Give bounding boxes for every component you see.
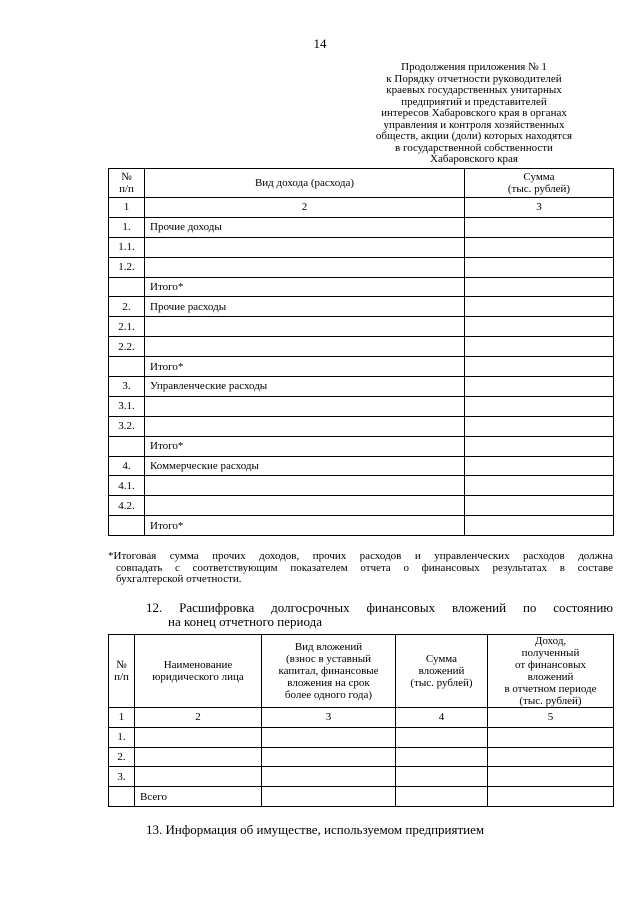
table-row xyxy=(109,436,614,456)
table-row xyxy=(109,516,614,536)
row-cell xyxy=(396,727,488,747)
row-cell xyxy=(135,767,262,787)
row-cell xyxy=(262,727,396,747)
table-row xyxy=(109,337,614,357)
row-number: 3. xyxy=(109,377,145,397)
row-amount xyxy=(465,416,614,436)
row-number xyxy=(109,277,145,297)
appendix-caption-line: в государственной собственности xyxy=(395,141,553,154)
table-row xyxy=(109,377,614,397)
row-number: 1.2. xyxy=(109,257,145,277)
row-amount xyxy=(465,237,614,257)
table-row xyxy=(109,476,614,496)
section-12-line: на конец отчетного периода xyxy=(168,614,322,629)
row-number: 2. xyxy=(109,297,145,317)
row-number xyxy=(109,787,135,807)
appendix-caption xyxy=(350,62,598,166)
footnote-line: *Итоговая сумма прочих доходов, прочих расходов и управленческих расходов должна xyxy=(108,550,613,562)
column-header: Сумма вложений (тыс. рублей) xyxy=(396,635,488,708)
row-label: Итого* xyxy=(145,516,465,536)
column-number: 1 xyxy=(109,198,145,218)
column-header: Доход, полученный от финансовых вложений в отчетном периоде (тыс. рублей) xyxy=(488,635,614,708)
row-label: Прочие расходы xyxy=(145,297,465,317)
row-amount xyxy=(465,476,614,496)
column-number: 5 xyxy=(488,708,614,728)
row-amount xyxy=(465,317,614,337)
row-number: 4.2. xyxy=(109,496,145,516)
row-amount xyxy=(465,257,614,277)
table-row xyxy=(109,767,614,787)
row-cell xyxy=(262,747,396,767)
column-number: 1 xyxy=(109,708,135,728)
row-label: Итого* xyxy=(145,357,465,377)
row-label xyxy=(145,476,465,496)
table-row xyxy=(109,257,614,277)
row-label: Коммерческие расходы xyxy=(145,456,465,476)
row-label: Итого* xyxy=(145,436,465,456)
column-header: № п/п xyxy=(109,169,145,198)
row-number: 1.1. xyxy=(109,237,145,257)
appendix-caption-line: предприятий и представителей xyxy=(401,95,547,108)
row-label: Итого* xyxy=(145,277,465,297)
column-number: 2 xyxy=(145,198,465,218)
row-cell xyxy=(488,747,614,767)
row-cell xyxy=(262,787,396,807)
table-header-row xyxy=(109,635,614,708)
income-expense-table xyxy=(108,168,614,536)
table-row xyxy=(109,297,614,317)
table-row xyxy=(109,747,614,767)
row-number: 3.2. xyxy=(109,416,145,436)
row-label xyxy=(145,396,465,416)
table-row xyxy=(109,217,614,237)
row-label xyxy=(145,416,465,436)
appendix-caption-line: интересов Хабаровского края в органах xyxy=(381,107,567,119)
row-label xyxy=(145,257,465,277)
row-cell xyxy=(262,767,396,787)
table-row xyxy=(109,396,614,416)
row-amount xyxy=(465,516,614,536)
row-number: 4. xyxy=(109,456,145,476)
row-label xyxy=(145,237,465,257)
row-number: 3.1. xyxy=(109,396,145,416)
appendix-caption-line: Продолжения приложения № 1 xyxy=(401,61,547,73)
row-amount xyxy=(465,377,614,397)
column-numbering-row xyxy=(109,198,614,218)
row-amount xyxy=(465,496,614,516)
row-number: 2.1. xyxy=(109,317,145,337)
column-number: 2 xyxy=(135,708,262,728)
section-12-line: 12. Расшифровка долгосрочных финансовых вложений по состоянию xyxy=(146,600,613,615)
column-number: 3 xyxy=(465,198,614,218)
column-header: № п/п xyxy=(109,635,135,708)
row-number: 1. xyxy=(109,217,145,237)
appendix-caption-line: управления и контроля хозяйственных xyxy=(383,118,565,131)
row-amount xyxy=(465,337,614,357)
row-cell: Всего xyxy=(135,787,262,807)
column-header: Вид дохода (расхода) xyxy=(145,169,465,198)
row-amount xyxy=(465,217,614,237)
row-cell xyxy=(396,767,488,787)
row-number xyxy=(109,357,145,377)
table-row xyxy=(109,357,614,377)
column-header: Вид вложений (взнос в уставный капитал, финансовые вложения на срок более одного года) xyxy=(262,635,396,708)
row-number: 3. xyxy=(109,767,135,787)
table-row xyxy=(109,317,614,337)
row-number: 2. xyxy=(109,747,135,767)
table-row xyxy=(109,787,614,807)
appendix-caption-line: к Порядку отчетности руководителей xyxy=(386,72,562,85)
page-number: 14 xyxy=(313,36,327,51)
section-13-heading: 13. Информация об имуществе, используемом предприятием xyxy=(146,822,485,837)
footnote xyxy=(108,551,613,586)
row-amount xyxy=(465,357,614,377)
row-cell xyxy=(488,727,614,747)
row-number xyxy=(109,516,145,536)
table-header-row xyxy=(109,169,614,198)
appendix-caption-line: краевых государственных унитарных xyxy=(386,84,562,96)
row-cell xyxy=(488,767,614,787)
row-cell xyxy=(135,747,262,767)
table-row xyxy=(109,456,614,476)
column-header: Наименование юридического лица xyxy=(135,635,262,708)
row-cell xyxy=(488,787,614,807)
column-number: 4 xyxy=(396,708,488,728)
row-label xyxy=(145,317,465,337)
row-cell xyxy=(396,747,488,767)
row-amount xyxy=(465,456,614,476)
table-row xyxy=(109,496,614,516)
row-label xyxy=(145,337,465,357)
investments-table xyxy=(108,634,614,807)
row-amount xyxy=(465,436,614,456)
table-row xyxy=(109,237,614,257)
row-cell xyxy=(396,787,488,807)
section-12-heading xyxy=(146,601,613,629)
table-row xyxy=(109,727,614,747)
row-cell xyxy=(135,727,262,747)
row-amount xyxy=(465,297,614,317)
table-row xyxy=(109,416,614,436)
row-amount xyxy=(465,396,614,416)
row-number: 4.1. xyxy=(109,476,145,496)
column-number: 3 xyxy=(262,708,396,728)
footnote-line: бухгалтерской отчетности. xyxy=(116,573,242,585)
row-number xyxy=(109,436,145,456)
footnote-line: совпадать с соответствующим показателем отчета о финансовых результатах в составе xyxy=(116,561,613,574)
column-numbering-row xyxy=(109,708,614,728)
row-label: Управленческие расходы xyxy=(145,377,465,397)
row-number: 1. xyxy=(109,727,135,747)
column-header: Сумма (тыс. рублей) xyxy=(465,169,614,198)
appendix-caption-line: Хабаровского края xyxy=(430,153,518,165)
appendix-caption-line: обществ, акции (доли) которых находятся xyxy=(375,130,573,142)
table-row xyxy=(109,277,614,297)
row-number: 2.2. xyxy=(109,337,145,357)
row-label: Прочие доходы xyxy=(145,217,465,237)
row-amount xyxy=(465,277,614,297)
row-label xyxy=(145,496,465,516)
